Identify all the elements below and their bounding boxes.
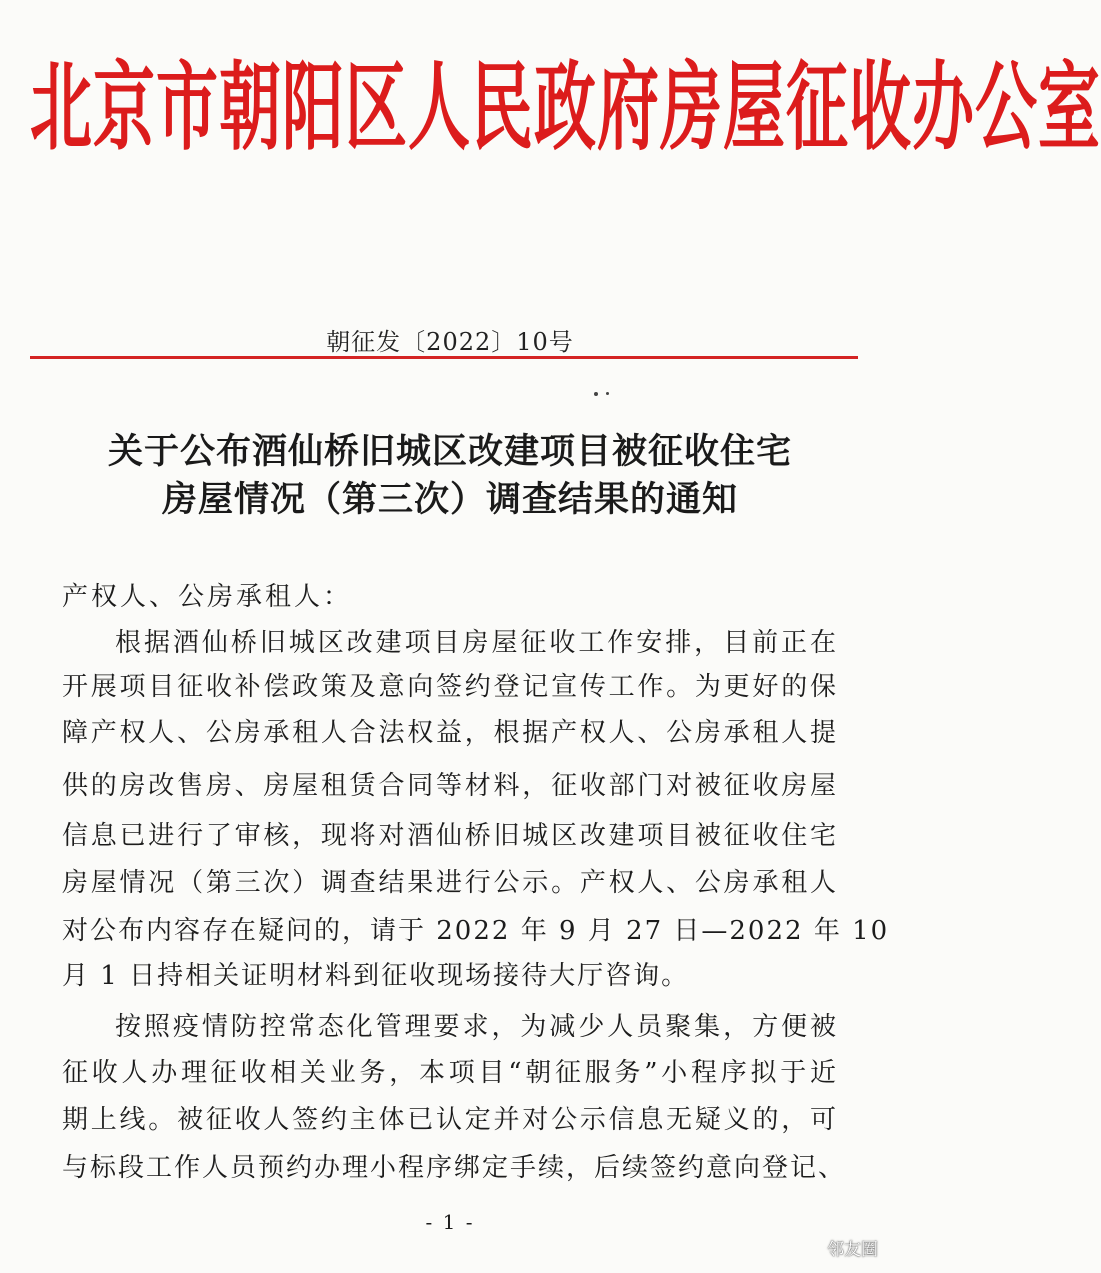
salutation: 产权人、公房承租人：	[62, 582, 353, 612]
body-line: 障产权人、公房承租人合法权益，根据产权人、公房承租人提	[62, 718, 838, 748]
body-line: 对公布内容存在疑问的，请于 2022 年 9 月 27 日—2022 年 10	[62, 916, 890, 946]
body-line: 房屋情况（第三次）调查结果进行公示。产权人、公房承租人	[62, 868, 838, 898]
body-line: 根据酒仙桥旧城区改建项目房屋征收工作安排，目前正在	[115, 628, 838, 658]
document-title-line-2: 房屋情况（第三次）调查结果的通知	[161, 480, 738, 520]
scan-speck	[594, 392, 598, 396]
body-line: 月 1 日持相关证明材料到征收现场接待大厅咨询。	[62, 961, 690, 991]
red-divider-line	[30, 356, 858, 359]
scan-speck	[606, 392, 609, 395]
page-number: - 1 -	[425, 1210, 475, 1234]
body-line: 信息已进行了审核，现将对酒仙桥旧城区改建项目被征收住宅	[62, 821, 838, 851]
body-line: 按照疫情防控常态化管理要求，为减少人员聚集，方便被	[115, 1012, 838, 1042]
watermark-label: 邻友圈	[827, 1240, 878, 1260]
document-number: 朝征发〔2022〕10号	[326, 328, 574, 356]
body-line: 开展项目征收补偿政策及意向签约登记宣传工作。为更好的保	[62, 672, 838, 702]
document-title-line-1: 关于公布酒仙桥旧城区改建项目被征收住宅	[107, 432, 792, 472]
issuer-header: 北京市朝阳区人民政府房屋征收办公室	[30, 50, 1101, 164]
body-line: 供的房改售房、房屋租赁合同等材料，征收部门对被征收房屋	[62, 771, 838, 801]
body-line: 与标段工作人员预约办理小程序绑定手续，后续签约意向登记、	[62, 1153, 847, 1183]
body-line: 期上线。被征收人签约主体已认定并对公示信息无疑义的，可	[62, 1105, 838, 1135]
body-line: 征收人办理征收相关业务，本项目“朝征服务”小程序拟于近	[62, 1058, 838, 1088]
